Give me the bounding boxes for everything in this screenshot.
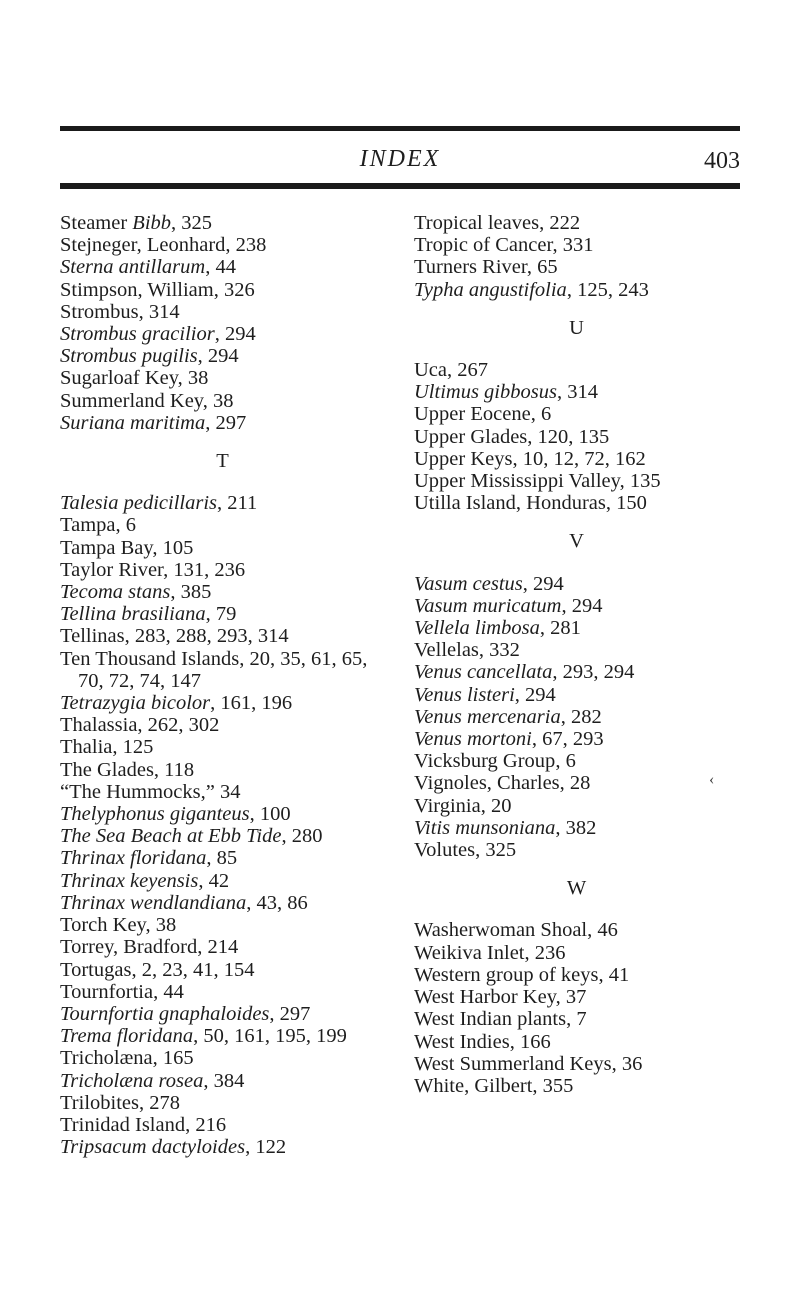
entry-pages: , 38 (202, 389, 234, 412)
entry-term: Tournfortia gnaphaloides (60, 1002, 270, 1025)
index-entry (60, 870, 385, 892)
entry-pages: , 44 (205, 256, 236, 279)
entry-pages: , 105 (152, 536, 194, 559)
index-entry (60, 301, 385, 323)
entry-lead: Steamer (60, 212, 133, 234)
entry-term: Vasum muricatum (414, 594, 562, 617)
entry-pages: , 120, 135 (527, 425, 610, 448)
index-entry (60, 936, 385, 958)
index-entry (60, 1003, 385, 1025)
entry-term: Thrinax wendlandiana (60, 891, 247, 914)
entry-pages: , 385 (170, 581, 212, 604)
entry-term: Strombus pugilis (60, 345, 198, 368)
entry-term: Venus mortoni (414, 728, 532, 751)
entry-pages: , 294 (522, 572, 564, 595)
entry-pages: , 6 (530, 403, 552, 426)
entry-term: Thalia (60, 736, 113, 759)
entry-pages: , 125 (112, 736, 154, 759)
entry-pages: , 297 (205, 411, 247, 434)
entry-term: West Indies (414, 1030, 510, 1053)
entry-pages: 34 (214, 780, 241, 803)
index-entry (414, 426, 739, 448)
index-column-left (60, 212, 385, 1158)
entry-term: Stimpson, William (60, 278, 214, 301)
entry-term: Upper Glades (414, 425, 528, 448)
index-entry (60, 625, 385, 647)
index-entry (60, 1025, 385, 1047)
entry-pages: , 211 (217, 492, 258, 515)
entry-pages: , 382 (555, 816, 597, 839)
index-entry (60, 603, 385, 625)
entry-pages: , 46 (587, 919, 618, 942)
entry-term: Tampa Bay (60, 536, 153, 559)
header-rule-bottom (60, 183, 740, 189)
index-entry (60, 892, 385, 914)
section-letter: U (569, 316, 584, 339)
index-entry (414, 942, 739, 964)
entry-pages: , 122 (245, 1136, 287, 1159)
index-entry (60, 981, 385, 1003)
index-entry (414, 706, 739, 728)
index-entry (414, 639, 739, 661)
entry-term: Bibb (132, 212, 172, 234)
index-entry (60, 367, 385, 389)
index-entry (414, 817, 739, 839)
index-entry (414, 212, 739, 234)
index-entry (60, 648, 385, 692)
entry-term: Vellelas (414, 639, 479, 662)
entry-term: Tricholæna rosea (60, 1069, 204, 1092)
entry-pages: , 294 (214, 323, 256, 346)
entry-term: Weikiva Inlet (414, 941, 525, 964)
entry-pages: , 325 (171, 212, 213, 234)
index-entry (414, 986, 739, 1008)
entry-pages: , 267 (447, 359, 489, 382)
entry-term: Tetrazygia bicolor (60, 692, 211, 715)
entry-term: Utilla Island, Honduras (414, 492, 606, 515)
index-entry (60, 1136, 385, 1158)
index-entry (60, 1092, 385, 1114)
entry-term: Torrey, Bradford (60, 936, 198, 959)
index-entry (414, 795, 739, 817)
entry-pages: , 20 (480, 794, 512, 817)
entry-term: Strombus (60, 300, 139, 323)
section-letter: W (566, 877, 587, 900)
entry-term: Vitis munsoniana (414, 816, 556, 839)
entry-pages: , 2, 23, 41, 154 (131, 958, 255, 981)
entry-term: Summerland Key (60, 389, 203, 412)
index-entry (414, 684, 739, 706)
entry-pages: , 238 (225, 234, 267, 257)
entry-pages: , 216 (185, 1113, 227, 1136)
entry-term: Virginia (414, 794, 481, 817)
entry-pages: , 85 (206, 847, 238, 870)
entry-term: Suriana maritima (60, 411, 206, 434)
entry-term: Western group of keys (414, 963, 599, 986)
entry-pages: , 222 (539, 212, 581, 234)
entry-pages: , 44 (153, 980, 184, 1003)
entry-term: Thalassia (60, 714, 138, 737)
entry-term: Sugarloaf Key (60, 367, 178, 390)
entry-term: Tropical leaves (414, 212, 540, 234)
entry-term: Tampa (60, 514, 116, 537)
index-entry (414, 750, 739, 772)
index-entry (60, 412, 385, 434)
entry-term: Upper Eocene (414, 403, 531, 426)
entry-term: Taylor River (60, 558, 164, 581)
entry-pages: , 38 (177, 367, 209, 390)
entry-pages: , 214 (197, 936, 239, 959)
entry-pages: , 38 (145, 914, 177, 937)
entry-pages: , 79 (205, 603, 237, 626)
index-entry (414, 1031, 739, 1053)
index-entry (60, 537, 385, 559)
entry-term: Venus mercenaria (414, 705, 561, 728)
entry-term: West Summerland Keys (414, 1052, 612, 1075)
entry-pages: , 50, 161, 195, 199 (193, 1025, 347, 1048)
index-entry (60, 581, 385, 603)
entry-pages: , 294 (561, 594, 603, 617)
entry-pages: , 118 (153, 758, 195, 781)
index-entry (414, 617, 739, 639)
entry-pages: , 10, 12, 72, 162 (512, 447, 646, 470)
index-entry (60, 803, 385, 825)
entry-pages: , 384 (203, 1069, 245, 1092)
entry-term: Thelyphonus giganteus (60, 803, 250, 826)
entry-pages: , 282 (560, 705, 602, 728)
index-entry (414, 470, 739, 492)
index-entry (414, 381, 739, 403)
entry-term: Venus listeri (414, 683, 515, 706)
entry-pages: , 236 (524, 941, 566, 964)
entry-pages: , 297 (269, 1002, 311, 1025)
entry-pages: , 37 (555, 986, 587, 1009)
index-entry (414, 492, 739, 514)
entry-pages: , 283, 288, 293, 314 (124, 625, 289, 648)
index-entry (60, 1047, 385, 1069)
entry-pages: , 325 (475, 839, 517, 862)
entry-pages: , 331 (552, 234, 594, 257)
index-entry (414, 661, 739, 683)
entry-pages: , 165 (152, 1047, 194, 1070)
entry-term: Uca (414, 359, 448, 382)
page-title: INDEX (359, 146, 441, 172)
index-entry (414, 403, 739, 425)
entry-term: Typha angustifolia (414, 278, 567, 301)
entry-pages: , 125, 243 (566, 278, 649, 301)
entry-term: Turners River (414, 256, 527, 279)
index-entry (414, 359, 739, 381)
entry-pages: , 281 (539, 617, 581, 640)
entry-term: Volutes (414, 839, 476, 862)
entry-pages: , 355 (532, 1074, 574, 1097)
index-entry (414, 1075, 739, 1097)
index-entry (60, 847, 385, 869)
entry-pages: , 150 (605, 492, 647, 515)
entry-pages: , 332 (478, 639, 520, 662)
entry-term: Sterna antillarum (60, 256, 206, 279)
index-entry (60, 781, 385, 803)
entry-term: Thrinax floridana (60, 847, 207, 870)
entry-pages: , 326 (213, 278, 255, 301)
index-entry (60, 714, 385, 736)
entry-term: Strombus gracilior (60, 323, 215, 346)
margin-mark: ‹ (709, 771, 715, 788)
entry-term: Tellinas (60, 625, 125, 648)
entry-term: Tripsacum dactyloides (60, 1136, 246, 1159)
index-entry (60, 559, 385, 581)
entry-term: Tellina brasiliana (60, 603, 206, 626)
index-column-right (414, 212, 739, 1097)
entry-term: Vignoles, Charles (414, 772, 560, 795)
index-entry (60, 1070, 385, 1092)
index-entry (414, 1053, 739, 1075)
entry-term: Upper Keys (414, 447, 513, 470)
index-entry (60, 759, 385, 781)
entry-pages: , 314 (556, 381, 598, 404)
entry-pages: , 42 (198, 869, 230, 892)
entry-pages: , 7 (566, 1008, 587, 1031)
entry-term: Vicksburg Group (414, 750, 556, 773)
entry-pages: , 20, 35, 61, 65, 70, 72, 74, 147 (78, 647, 368, 692)
entry-pages: , 131, 236 (163, 558, 246, 581)
index-entry (60, 1114, 385, 1136)
entry-term: Washerwoman Shoal (414, 919, 588, 942)
index-entry (60, 514, 385, 536)
index-entry (60, 323, 385, 345)
index-entry (414, 728, 739, 750)
entry-term: Ultimus gibbosus (414, 381, 557, 404)
entry-pages: , 41 (598, 963, 630, 986)
entry-pages: , 100 (249, 803, 291, 826)
entry-pages: , 6 (555, 750, 576, 773)
entry-term: Trinidad Island (60, 1113, 186, 1136)
section-letter: T (216, 450, 229, 473)
index-entry (60, 692, 385, 714)
entry-pages: , 28 (559, 772, 591, 795)
entry-term: Vasum cestus (414, 572, 523, 595)
entry-term: Vellela limbosa (414, 617, 540, 640)
index-entry (60, 212, 385, 234)
entry-term: Venus cancellata (414, 661, 553, 684)
index-entry (414, 256, 739, 278)
entry-term: Tortugas (60, 958, 132, 981)
entry-term: Tournfortia (60, 980, 154, 1003)
entry-pages: , 36 (611, 1052, 643, 1075)
index-entry (60, 914, 385, 936)
entry-pages: , 43, 86 (246, 891, 308, 914)
entry-term: The Glades (60, 758, 154, 781)
entry-pages: , 6 (115, 514, 136, 537)
entry-term: “The Hummocks,” (60, 780, 215, 803)
index-entry (60, 390, 385, 412)
entry-term: Tropic of Cancer (414, 234, 553, 257)
entry-pages: , 65 (526, 256, 558, 279)
index-entry (60, 256, 385, 278)
entry-term: Tricholæna (60, 1047, 153, 1070)
entry-pages: , 293, 294 (552, 661, 635, 684)
entry-pages: , 278 (139, 1091, 180, 1114)
entry-pages: , 135 (619, 470, 661, 493)
index-entry (414, 1008, 739, 1030)
index-entry (60, 279, 385, 301)
index-entry (414, 839, 739, 861)
index-entry (414, 448, 739, 470)
entry-pages: , 294 (197, 345, 239, 368)
entry-term: Talesia pedicillaris (60, 492, 217, 515)
entry-pages: , 294 (514, 683, 556, 706)
index-entry (414, 772, 739, 794)
index-entry (60, 959, 385, 981)
entry-term: Stejneger, Leonhard (60, 234, 226, 257)
entry-term: Thrinax keyensis (60, 869, 199, 892)
entry-pages: , 280 (281, 825, 323, 848)
entry-pages: , 161, 196 (210, 692, 293, 715)
index-entry (60, 736, 385, 758)
section-letter: V (569, 530, 584, 553)
index-entry (414, 279, 739, 301)
index-entry (414, 919, 739, 941)
index-entry (414, 234, 739, 256)
entry-term: Trilobites (60, 1091, 139, 1114)
entry-term: West Harbor Key (414, 986, 556, 1009)
index-entry (414, 964, 739, 986)
entry-term: White, Gilbert (414, 1074, 533, 1097)
index-entry (60, 825, 385, 847)
entry-pages: , 67, 293 (531, 728, 604, 751)
entry-pages: , 314 (138, 300, 180, 323)
entry-term: Upper Mississippi Valley (414, 470, 620, 493)
entry-term: Torch Key (60, 914, 146, 937)
entry-pages: , 262, 302 (137, 714, 220, 737)
entry-term: The Sea Beach at Ebb Tide (60, 825, 282, 848)
index-entry (60, 234, 385, 256)
index-entry (414, 573, 739, 595)
entry-term: Ten Thousand Islands (60, 647, 240, 670)
index-entry (60, 345, 385, 367)
entry-pages: , 166 (509, 1030, 551, 1053)
page-number: 403 (704, 148, 740, 174)
entry-term: Trema floridana (60, 1025, 194, 1048)
index-entry (414, 595, 739, 617)
index-entry (60, 492, 385, 514)
entry-term: Tecoma stans (60, 581, 171, 604)
header-rule-top (60, 126, 740, 131)
entry-term: West Indian plants (414, 1008, 567, 1031)
